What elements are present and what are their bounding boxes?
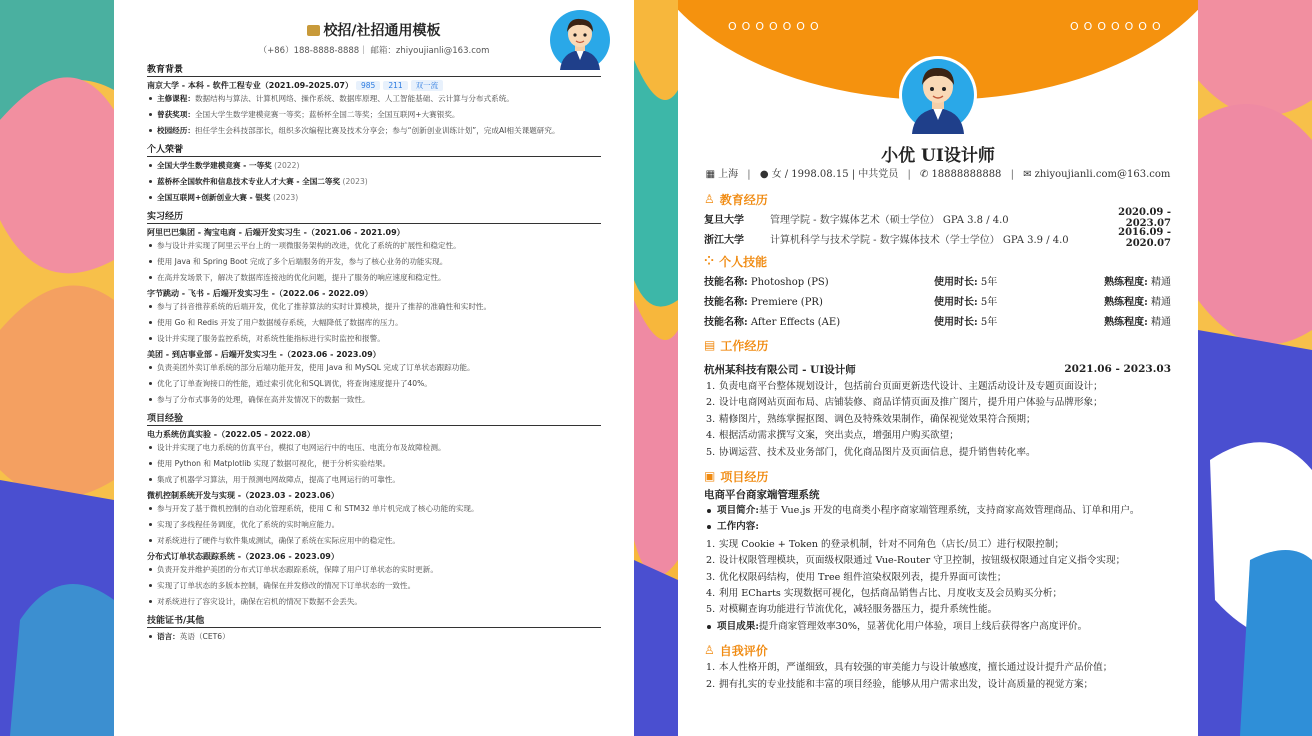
self-eval-item: 拥有扎实的专业技能和丰富的项目经验，能够从用户需求出发，设计高质量的视觉方案； <box>719 678 1094 690</box>
list-item <box>147 93 601 104</box>
item-text: 数据结构与算法、计算机网络、操作系统、数据库原理、人工智能基础、云计算与分布式系统。 <box>194 94 514 103</box>
project-title <box>704 467 1171 485</box>
dots-right: OOOOOOO <box>1070 20 1166 33</box>
item-text: 对系统进行了硬件与软件集成测试，确保了系统在实际应用中的稳定性。 <box>157 536 400 545</box>
item-text: 英语（CET6） <box>179 632 230 641</box>
separator: | <box>1010 169 1014 180</box>
section-title: 个人荣誉 <box>147 142 601 157</box>
section-title: 项目经验 <box>147 411 601 426</box>
section-title: 实习经历 <box>147 209 601 224</box>
item-label: 全国大学生数学建模竞赛 - 一等奖 <box>157 161 272 170</box>
entry-title-text: 美团 - 到店事业部 - 后端开发实习生 -（2023.06 - 2023.09） <box>147 350 381 359</box>
item-year: (2022) <box>274 161 300 170</box>
work-items <box>704 379 1171 461</box>
work-item: 根据活动需求撰写文案，突出卖点，增强用户购买欲望； <box>719 430 959 442</box>
separator: | <box>747 169 751 180</box>
entry-title <box>147 349 601 360</box>
item-text: 设计并实现了电力系统的仿真平台，模拟了电网运行中的电压、电流分布及故障检测。 <box>157 443 446 452</box>
candidate-name: 小优 UI设计师 <box>881 146 995 166</box>
list-item <box>147 240 601 251</box>
skill-level-cell <box>1094 313 1171 328</box>
resume-left <box>114 0 634 736</box>
bullet-list <box>147 160 601 203</box>
skill-name-label: 技能名称: <box>704 316 748 328</box>
item-text: 实现了订单状态的多版本控制，确保在并发修改的情况下订单状态的一致性。 <box>157 581 416 590</box>
education-list <box>704 208 1171 248</box>
work-item: 设计电商网站页面布局、店铺装修、商品详情页面及推广图片，提升用户体验与品牌形象； <box>719 397 1103 409</box>
item-text: 参与设计并实现了阿里云平台上的一项微服务架构的改进，优化了系统的扩展性和稳定性。 <box>157 241 461 250</box>
item-text: 参与开发了基于微机控制的自动化管理系统，使用 C 和 STM32 单片机完成了核心功能的实现。 <box>157 504 479 513</box>
item-text: 使用 Java 和 Spring Boot 完成了多个后端服务的开发，参与了核心业务的功能实现。 <box>157 257 448 266</box>
left-sections <box>147 62 601 642</box>
skill-time-label: 使用时长: <box>934 296 978 308</box>
item-text: 对系统进行了容灾设计，确保在宕机的情况下数据不会丢失。 <box>157 597 363 606</box>
item-text: 负责开发并维护美团的分布式订单状态跟踪系统，保障了用户订单状态的实时更新。 <box>157 565 438 574</box>
list-item <box>147 317 601 328</box>
project-intro-label: 项目简介: <box>717 505 759 517</box>
item-label: 主修课程： <box>157 94 195 103</box>
education-title-text: 教育经历 <box>719 192 768 207</box>
education-row <box>704 228 1171 248</box>
item-label: 蓝桥杯全国软件和信息技术专业人才大赛 - 全国二等奖 <box>157 177 341 186</box>
tag-badge: 双一流 <box>411 80 444 91</box>
entry-title <box>147 551 601 562</box>
item-label: 语言： <box>157 632 180 641</box>
self-eval-item: 本人性格开朗，严谨细致，具有较强的审美能力与设计敏感度，擅长通过设计提升产品价值； <box>719 662 1113 674</box>
location: 上海 <box>718 169 739 180</box>
bullet-list <box>147 503 601 546</box>
item-text: 优化了订单查询接口的性能，通过索引优化和SQL调优，将查询速度提升了40%。 <box>157 379 432 388</box>
project-item: 对模糊查询功能进行节流优化，减轻服务器压力，提升系统性能。 <box>719 604 998 616</box>
project-result-text: 提升商家管理效率30%，显著优化用户体验，项目上线后获得客户高度评价。 <box>758 620 1088 632</box>
work-item: 精修图片，熟练掌握抠图、调色及特殊效果制作，确保视觉效果符合预期； <box>719 413 1036 425</box>
entry-title-text: 分布式订单状态跟踪系统 -（2023.06 - 2023.09） <box>147 552 339 561</box>
project-items <box>704 537 1171 619</box>
education-row <box>704 208 1171 228</box>
skill-level-cell <box>1094 293 1171 308</box>
work-item: 协调运营、技术及业务部门，优化商品图片及页面信息，提升销售转化率。 <box>719 446 1036 458</box>
folder-icon: ▣ <box>704 469 716 484</box>
entry-title <box>147 227 601 238</box>
list-item <box>147 474 601 485</box>
item-label: 曾获奖项： <box>157 110 195 119</box>
skill-row <box>704 290 1171 310</box>
list-item <box>147 362 601 373</box>
skill-name-label: 技能名称: <box>704 276 748 288</box>
item-text: 参与了抖音推荐系统的后端开发，优化了推荐算法的实时计算模块，提升了推荐的准确性和实时性。 <box>157 302 492 311</box>
list-item <box>147 192 601 203</box>
resume-section <box>147 209 601 405</box>
item-text: 使用 Go 和 Redis 开发了用户数据缓存系统，大幅降低了数据库的压力。 <box>157 318 403 327</box>
entry-title <box>147 429 601 440</box>
separator: | <box>907 169 911 180</box>
contact-line: （+86）188-8888-8888｜ 邮箱：zhiyoujianli@163.com <box>258 46 490 56</box>
resume-section <box>147 142 601 203</box>
item-text: 担任学生会科技部部长，组织多次编程比赛及技术分享会；参与“创新创业训练计划”，完成AI相关课题研究。 <box>194 126 560 135</box>
entry-title <box>147 288 601 299</box>
item-text: 在高并发场景下，解决了数据库连接池的优化问题，提升了服务的响应速度和稳定性。 <box>157 273 446 282</box>
project-result <box>704 619 1171 635</box>
list-item <box>147 503 601 514</box>
bullet-list <box>147 240 601 283</box>
skill-name-cell <box>704 313 934 328</box>
skill-name-cell <box>704 273 934 288</box>
project-item: 优化权限码结构，使用 Tree 组件渲染权限列表，提升界面可读性； <box>719 571 1007 583</box>
user-icon: ♙ <box>704 192 715 206</box>
item-text: 集成了机器学习算法，用于预测电网故障点，提高了电网运行的可靠性。 <box>157 475 400 484</box>
list-item <box>147 535 601 546</box>
email: zhiyoujianli.com@163.com <box>1034 169 1171 180</box>
email-icon: ✉ <box>1023 169 1032 180</box>
project-title-text: 项目经历 <box>720 469 769 484</box>
education-title <box>704 190 1171 208</box>
section-title: 教育背景 <box>147 62 601 77</box>
grid-icon: ⁘ <box>704 254 715 268</box>
project-result-list <box>704 619 1171 635</box>
school-name: 复旦大学 <box>704 214 744 226</box>
bullet-list <box>147 564 601 607</box>
self-eval-title <box>704 641 1171 659</box>
skill-time-cell <box>934 313 1094 328</box>
entry-title-text: 微机控制系统开发与实现 -（2023.03 - 2023.06） <box>147 491 339 500</box>
skill-name-label: 技能名称: <box>704 296 748 308</box>
resume-section <box>147 411 601 607</box>
work-header <box>704 360 1171 378</box>
project-content <box>704 519 1171 535</box>
list-item <box>147 160 601 171</box>
item-text: 参与了分布式事务的处理，确保在高并发情况下的数据一致性。 <box>157 395 370 404</box>
avatar <box>550 10 610 70</box>
major: 管理学院 - 数字媒体艺术（硕士学位） GPA 3.8 / 4.0 <box>770 214 1009 226</box>
resume-right <box>678 0 1198 736</box>
list-item <box>147 519 601 530</box>
skill-level-label: 熟练程度: <box>1104 276 1148 288</box>
tag-badge: 985 <box>356 81 380 90</box>
project-intro <box>704 503 1171 519</box>
entry-title-text: 南京大学 - 本科 - 软件工程专业（2021.09-2025.07） <box>147 81 353 90</box>
item-label: 全国互联网+创新创业大赛 - 银奖 <box>157 193 271 202</box>
skill-level-cell <box>1094 273 1171 288</box>
item-year: (2023) <box>272 193 299 202</box>
skill-name: After Effects (AE) <box>750 316 841 328</box>
phone: 18888888888 <box>931 169 1002 180</box>
personal-info-line <box>678 165 1198 180</box>
list-item <box>147 458 601 469</box>
bullet-list <box>147 631 601 642</box>
list-item <box>147 564 601 575</box>
item-text: 使用 Python 和 Matplotlib 实现了数据可视化，便于分析实验结果。 <box>157 459 391 468</box>
building-icon: ▦ <box>705 169 716 180</box>
tag-badge: 211 <box>383 81 407 90</box>
skill-level: 精通 <box>1151 316 1171 328</box>
project-intro-list <box>704 503 1171 536</box>
resume-left-title <box>147 20 601 40</box>
skills-title <box>704 252 1171 270</box>
list-item <box>147 176 601 187</box>
list-item <box>147 301 601 312</box>
document-icon: ▤ <box>704 338 716 352</box>
resume-section <box>147 613 601 642</box>
skill-time-cell <box>934 273 1094 288</box>
list-item <box>147 256 601 267</box>
work-title-text: 工作经历 <box>720 338 769 353</box>
phone-icon: ✆ <box>920 169 929 180</box>
skill-name: Photoshop (PS) <box>750 276 829 288</box>
bullet-list <box>147 301 601 344</box>
skill-name-cell <box>704 293 934 308</box>
major: 计算机科学与技术学院 - 数字媒体技术（学士学位） GPA 3.9 / 4.0 <box>770 234 1069 246</box>
work-company: 杭州某科技有限公司 - UI设计师 <box>704 363 856 376</box>
item-text: 实现了多线程任务调度，优化了系统的实时响应能力。 <box>157 520 340 529</box>
entry-title-text: 电力系统仿真实验 -（2022.05 - 2022.08） <box>147 430 315 439</box>
self-eval-items <box>704 660 1171 693</box>
entry-title <box>147 80 601 91</box>
edu-date: 2016.09 - 2020.07 <box>1118 227 1171 249</box>
personal: 女 / 1998.08.15 | 中共党员 <box>771 169 899 180</box>
item-year: (2023) <box>342 177 368 186</box>
work-date: 2021.06 - 2023.03 <box>1064 363 1171 375</box>
dots-left: OOOOOOO <box>728 20 824 33</box>
skill-level: 精通 <box>1151 276 1171 288</box>
edu-date: 2020.09 - 2023.07 <box>1118 207 1171 229</box>
item-text: 设计并实现了服务监控系统，对系统性能指标进行实时监控和报警。 <box>157 334 385 343</box>
entry-title-text: 字节跳动 - 飞书 - 后端开发实习生 -（2022.06 - 2022.09） <box>147 289 373 298</box>
skill-time: 5年 <box>980 316 998 328</box>
work-title <box>704 336 1171 354</box>
resume-section <box>147 62 601 136</box>
project-content-label: 工作内容: <box>717 521 759 533</box>
project-item: 设计权限管理模块，页面级权限通过 Vue-Router 守卫控制，按钮级权限通过自定义指令实现； <box>719 555 1126 567</box>
project-item: 实现 Cookie + Token 的登录机制，针对不同角色（店长/员工）进行权限控制； <box>719 538 1065 550</box>
bullet-list <box>147 93 601 136</box>
list-item <box>147 333 601 344</box>
skill-time-cell <box>934 293 1094 308</box>
skill-time-label: 使用时长: <box>934 316 978 328</box>
list-item <box>147 442 601 453</box>
skill-row <box>704 270 1171 290</box>
school-name: 浙江大学 <box>704 234 744 246</box>
user-icon: ♙ <box>704 643 715 658</box>
work-item: 负责电商平台整体规划设计，包括前台页面更新迭代设计、主题活动设计及专题页面设计； <box>719 381 1103 392</box>
skill-row <box>704 310 1171 330</box>
bullet-list <box>147 442 601 485</box>
item-text: 全国大学生数学建模竞赛一等奖；蓝桥杯全国二等奖；全国互联网+大赛银奖。 <box>194 110 460 119</box>
resume-right-body <box>704 188 1171 693</box>
list-item <box>147 596 601 607</box>
skill-time: 5年 <box>980 276 998 288</box>
skill-name: Premiere (PR) <box>750 296 823 308</box>
title-text: 校招/社招通用模板 <box>323 23 441 39</box>
list-item <box>147 394 601 405</box>
entry-title <box>147 490 601 501</box>
self-eval-title-text: 自我评价 <box>719 643 768 658</box>
project-intro-text: 基于 Vue.js 开发的电商类小程序商家端管理系统，支持商家高效管理商品、订单和用户。 <box>758 505 1140 517</box>
section-title: 技能证书/其他 <box>147 613 601 628</box>
avatar <box>899 56 977 134</box>
skill-time-label: 使用时长: <box>934 276 978 288</box>
list-item <box>147 125 601 136</box>
item-label: 校园经历： <box>157 126 195 135</box>
project-name: 电商平台商家端管理系统 <box>704 488 820 501</box>
bullet-list <box>147 362 601 405</box>
skill-level: 精通 <box>1151 296 1171 308</box>
skill-level-label: 熟练程度: <box>1104 316 1148 328</box>
skills-title-text: 个人技能 <box>719 254 768 269</box>
project-result-label: 项目成果: <box>717 620 759 632</box>
item-text: 负责美团外卖订单系统的部分后端功能开发，使用 Java 和 MySQL 完成了订单状态跟踪功能。 <box>157 363 475 372</box>
list-item <box>147 378 601 389</box>
entry-title-text: 阿里巴巴集团 - 淘宝电商 - 后端开发实习生 -（2021.06 - 2021.09） <box>147 228 405 237</box>
project-item: 利用 ECharts 实现数据可视化，包括商品销售占比、月度收支及会员购买分析； <box>719 588 1063 600</box>
person-icon: ● <box>759 169 769 180</box>
laptop-emoji-icon <box>307 25 320 36</box>
list-item <box>147 272 601 283</box>
list-item <box>147 580 601 591</box>
list-item <box>147 631 601 642</box>
list-item <box>147 109 601 120</box>
skill-level-label: 熟练程度: <box>1104 296 1148 308</box>
skill-time: 5年 <box>980 296 998 308</box>
skills-list <box>704 270 1171 330</box>
